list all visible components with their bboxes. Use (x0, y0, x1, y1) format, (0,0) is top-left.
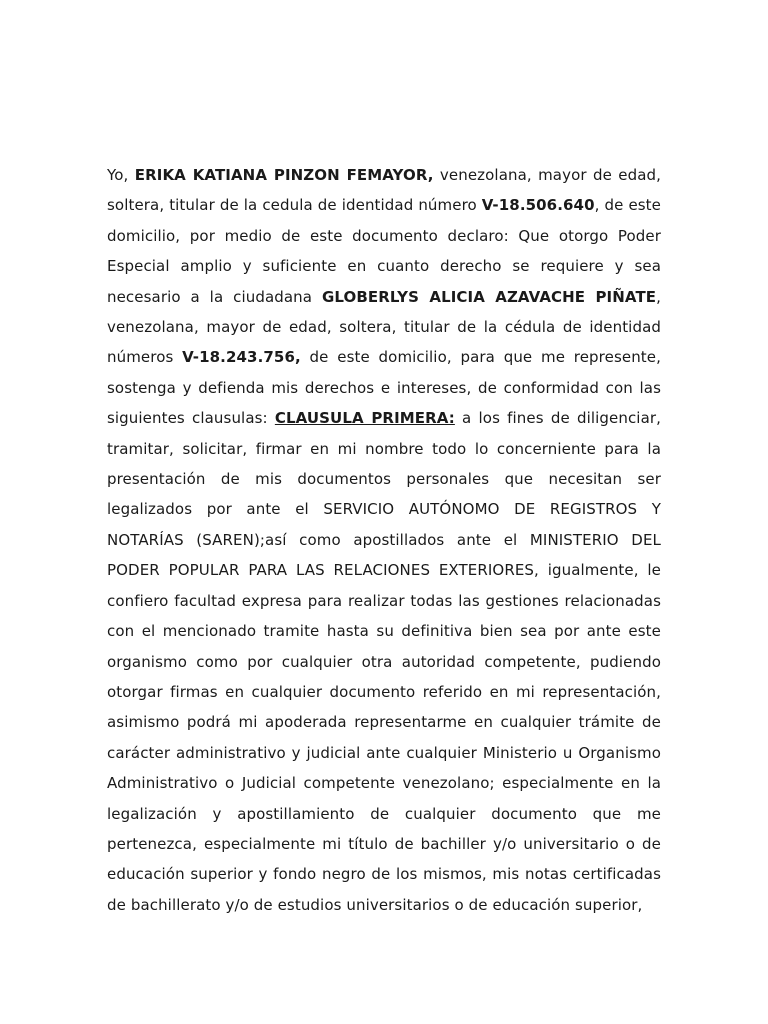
grantor-id-number: V-18.506.640 (481, 196, 595, 215)
grantor-name: ERIKA KATIANA PINZON FEMAYOR, (134, 166, 434, 184)
power-of-attorney-paragraph (107, 160, 661, 920)
clause-heading: CLAUSULA PRIMERA: (274, 409, 455, 428)
attorney-id-number: V-18.243.756, (182, 348, 301, 367)
attorney-name: GLOBERLYS ALICIA AZAVACHE PIÑATE (321, 287, 657, 306)
text-segment: , venezolana, mayor de edad, soltera, titular de la cédula de identidad números (107, 287, 661, 367)
text-segment: Yo, (107, 166, 135, 184)
text-segment: venezolana, mayor de edad, soltera, titular de la cedula de identidad número (107, 166, 662, 215)
text-segment: de este domicilio, para que me represente, sostenga y defienda mis derechos e intereses, de conformidad con las siguientes clausulas: (107, 348, 661, 428)
text-segment: a los fines de diligenciar, tramitar, solicitar, firmar en mi nombre todo lo concerniente para la presentación de mis documentos personales que necesitan ser legalizados por ante el SERVICIO AUTÓNOMO DE REGISTROS Y NOTARÍAS (SAREN);así como apostillados ante el MINISTERIO DEL PODER POPULAR PARA LAS RELACIONES EXTERIORES, igualmente, le confiero facultad expresa para realizar todas las gestiones relacionadas con el mencionado tramite hasta su definitiva bien sea por ante este organismo como por cualquier otra autoridad competente, pudiendo otorgar firmas en cualquier documento referido en mi representación, asimismo podrá mi apoderada representarme en cualquier trámite de carácter administrativo y judicial ante cualquier Ministerio u Organismo Administrativo o Judicial competente venezolano; especialmente en la legalización y apostillamiento de cualquier documento que me pertenezca, especialmente mi título de bachiller y/o universitario o de educación superior y fondo negro de los mismos, mis notas certificadas de bachillerato y/o de estudios universitarios o de educación superior, (107, 409, 661, 914)
text-segment: , de este domicilio, por medio de este documento declaro: Que otorgo Poder Especial amplio y suficiente en cuanto derecho se requiere y sea necesario a la ciudadana (107, 196, 661, 306)
